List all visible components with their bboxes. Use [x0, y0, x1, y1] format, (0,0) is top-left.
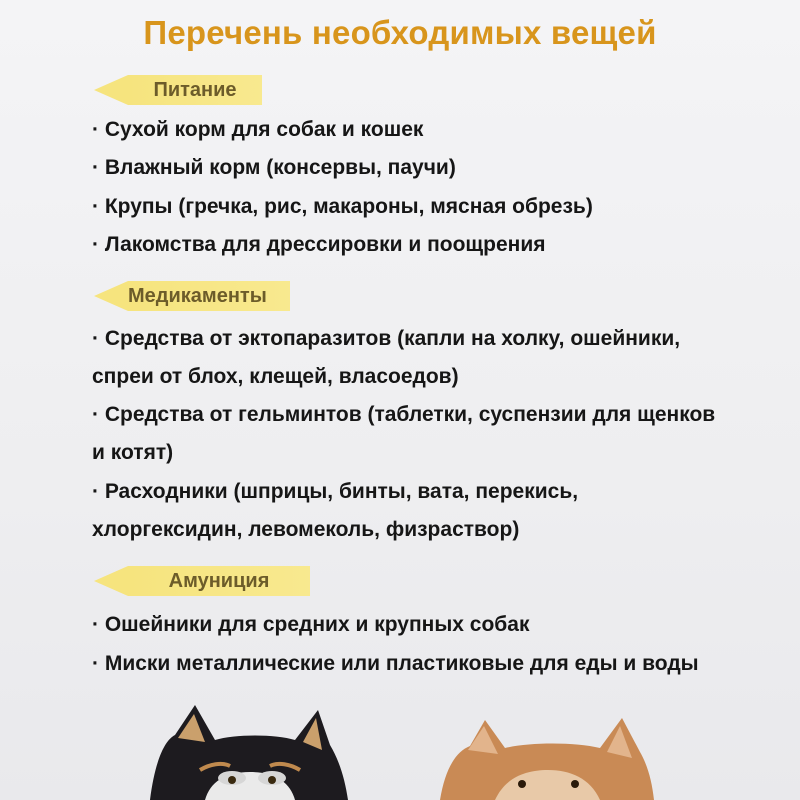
- list-item: хлоргексидин, левомеколь, физраствор): [92, 518, 520, 541]
- list-item: · Расходники (шприцы, бинты, вата, перекись,: [92, 480, 579, 503]
- list-item: · Влажный корм (консервы, паучи): [92, 156, 456, 179]
- shiba-dog-illustration: [440, 718, 654, 800]
- list-item: спреи от блох, клещей, власоедов): [92, 365, 459, 388]
- tag-arrow-shape: [94, 566, 128, 596]
- list-item: · Лакомства для дрессировки и поощрения: [92, 233, 546, 256]
- dogs-photo: [0, 700, 800, 800]
- section-tag-medicine: [94, 281, 290, 311]
- section-label-equipment: Амуниция: [128, 566, 310, 596]
- section-label-nutrition: Питание: [128, 75, 262, 105]
- list-item: · Средства от эктопаразитов (капли на холку, ошейники,: [92, 327, 681, 350]
- list-item: · Ошейники для средних и крупных собак: [92, 613, 530, 636]
- tag-arrow-shape: [94, 75, 128, 105]
- list-item: · Крупы (гречка, рис, макароны, мясная обрезь): [92, 195, 593, 218]
- husky-dog-illustration: [150, 705, 348, 800]
- list-item: и котят): [92, 441, 174, 464]
- list-item: · Миски металлические или пластиковые для еды и воды: [92, 652, 699, 675]
- section-tag-nutrition: [94, 75, 262, 105]
- page-title: Перечень необходимых вещей: [143, 14, 657, 51]
- tag-arrow-shape: [94, 281, 128, 311]
- section-tag-equipment: [94, 566, 310, 596]
- list-item: · Средства от гельминтов (таблетки, суспензии для щенков: [92, 403, 716, 426]
- section-label-medicine: Медикаменты: [128, 281, 290, 311]
- list-item: · Сухой корм для собак и кошек: [92, 118, 424, 141]
